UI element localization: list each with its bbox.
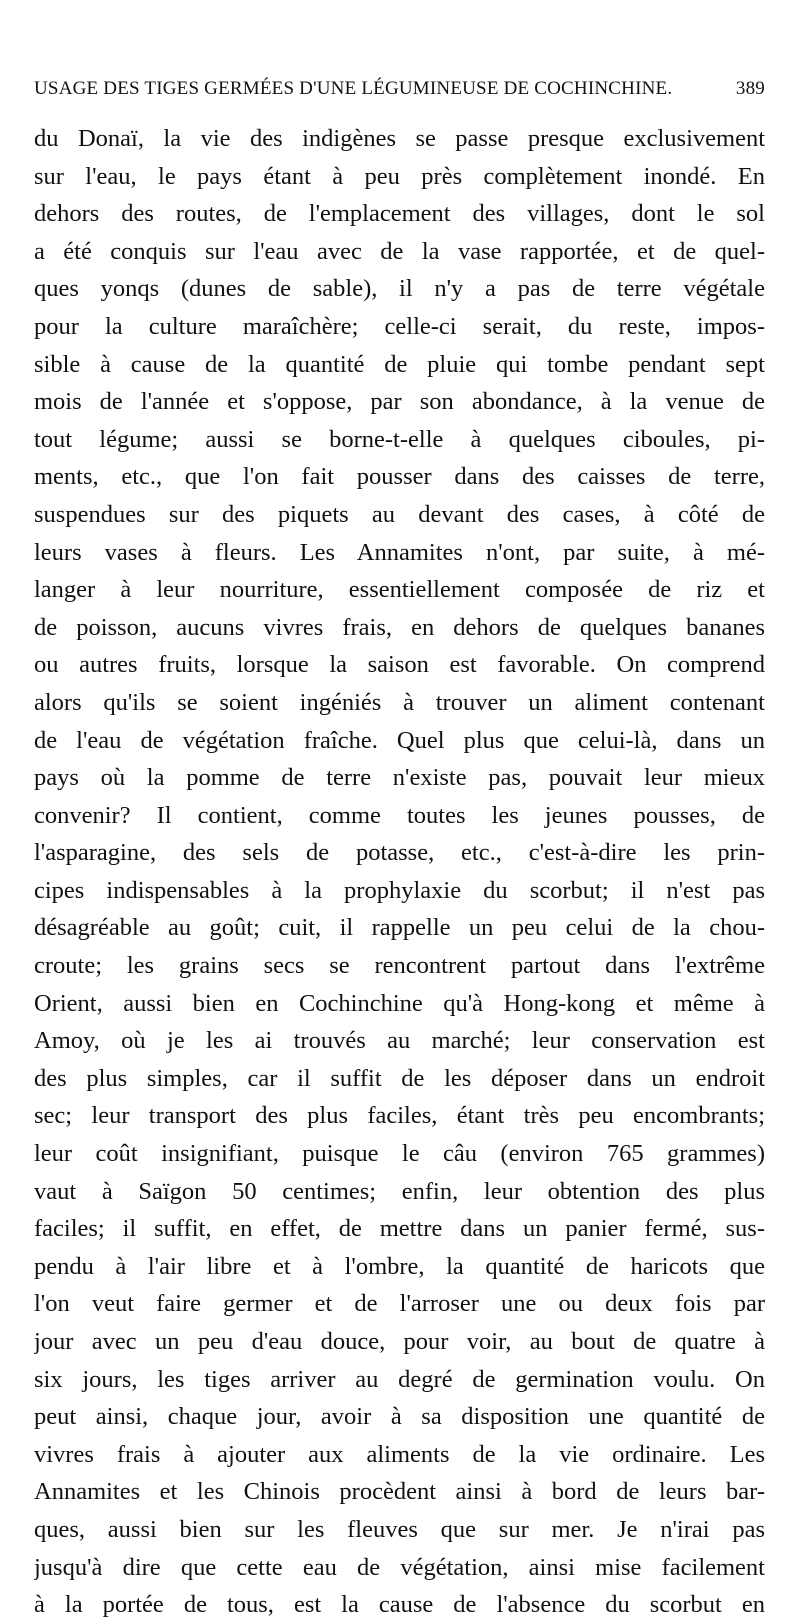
text-line: alors qu'ils se soient ingéniés à trouver un aliment contenant bbox=[34, 688, 765, 716]
text-line: mois de l'année et s'oppose, par son abondance, à la venue de bbox=[34, 388, 765, 416]
text-line: désagréable au goût; cuit, il rappelle un peu celui de la chou- bbox=[34, 914, 765, 942]
text-line: six jours, les tiges arriver au degré de germination voulu. On bbox=[34, 1365, 765, 1393]
running-head bbox=[34, 78, 765, 106]
text-line: jour avec un peu d'eau douce, pour voir, au bout de quatre à bbox=[34, 1328, 765, 1355]
text-line: suspendues sur des piquets au devant des cases, à côté de bbox=[34, 500, 765, 528]
text-line: vaut à Saïgon 50 centimes; enfin, leur obtention des plus bbox=[34, 1177, 765, 1205]
body-text bbox=[34, 120, 765, 1624]
text-line: jusqu'à dire que cette eau de végétation, ainsi mise facilement bbox=[34, 1553, 765, 1581]
text-line: du Donaï, la vie des indigènes se passe presque exclusivement bbox=[34, 125, 765, 152]
page-number: 389 bbox=[735, 78, 765, 99]
text-line: ments, etc., que l'on fait pousser dans des caisses de terre, bbox=[34, 463, 765, 491]
text-line: sible à cause de la quantité de pluie qui tombe pendant sept bbox=[34, 350, 765, 378]
running-title: USAGE DES TIGES GERMÉES D'UNE LÉGUMINEUSE DE COCHINCHINE. bbox=[34, 78, 673, 99]
text-line: de l'eau de végétation fraîche. Quel plus que celui-là, dans un bbox=[34, 726, 765, 754]
text-line: Orient, aussi bien en Cochinchine qu'à Hong-kong et même à bbox=[34, 989, 765, 1017]
text-line: cipes indispensables à la prophylaxie du scorbut; il n'est pas bbox=[34, 876, 765, 904]
text-line: vivres frais à ajouter aux aliments de la vie ordinaire. Les bbox=[34, 1440, 765, 1468]
text-line: leur coût insignifiant, puisque le câu (environ 765 grammes) bbox=[34, 1140, 765, 1168]
text-line: ques yonqs (dunes de sable), il n'y a pas de terre végétale bbox=[34, 275, 765, 303]
text-line: l'on veut faire germer et de l'arroser une ou deux fois par bbox=[34, 1290, 765, 1318]
text-line: ques, aussi bien sur les fleuves que sur mer. Je n'irai pas bbox=[34, 1515, 765, 1543]
text-line: sur l'eau, le pays étant à peu près complètement inondé. En bbox=[34, 162, 765, 190]
text-line: tout légume; aussi se borne-t-elle à quelques ciboules, pi- bbox=[34, 425, 765, 453]
text-line: l'asparagine, des sels de potasse, etc., c'est-à-dire les prin- bbox=[34, 839, 765, 867]
text-line: pendu à l'air libre et à l'ombre, la quantité de haricots que bbox=[34, 1252, 765, 1280]
text-line: peut ainsi, chaque jour, avoir à sa disposition une quantité de bbox=[34, 1403, 765, 1431]
text-line: des plus simples, car il suffit de les déposer dans un endroit bbox=[34, 1064, 765, 1092]
text-line: Amoy, où je les ai trouvés au marché; leur conservation est bbox=[34, 1027, 765, 1055]
text-line: langer à leur nourriture, essentiellement composée de riz et bbox=[34, 576, 765, 604]
text-line: pour la culture maraîchère; celle-ci serait, du reste, impos- bbox=[34, 312, 765, 340]
text-line: croute; les grains secs se rencontrent partout dans l'extrême bbox=[34, 952, 765, 980]
text-line: faciles; il suffit, en effet, de mettre dans un panier fermé, sus- bbox=[34, 1215, 765, 1243]
text-line: ou autres fruits, lorsque la saison est favorable. On comprend bbox=[34, 651, 765, 679]
text-line: sec; leur transport des plus faciles, étant très peu encombrants; bbox=[34, 1102, 765, 1130]
text-line: convenir? Il contient, comme toutes les jeunes pousses, de bbox=[34, 801, 765, 829]
text-line: de poisson, aucuns vivres frais, en dehors de quelques bananes bbox=[34, 613, 765, 641]
text-line: Annamites et les Chinois procèdent ainsi à bord de leurs bar- bbox=[34, 1478, 765, 1506]
text-line: pays où la pomme de terre n'existe pas, pouvait leur mieux bbox=[34, 764, 765, 792]
text-line: a été conquis sur l'eau avec de la vase rapportée, et de quel- bbox=[34, 237, 765, 265]
text-line: à la portée de tous, est la cause de l'absence du scorbut en bbox=[34, 1591, 765, 1619]
text-line: dehors des routes, de l'emplacement des villages, dont le sol bbox=[34, 200, 765, 228]
book-page bbox=[34, 78, 765, 1624]
text-line: leurs vases à fleurs. Les Annamites n'ont, par suite, à mé- bbox=[34, 538, 765, 566]
